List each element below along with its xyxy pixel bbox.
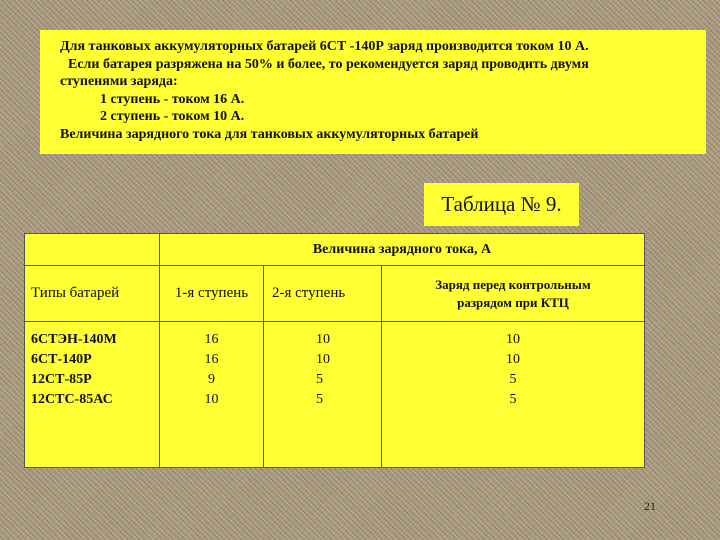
header-stage-1: 1-я ступень — [160, 266, 264, 322]
battery-name: 12СТ-85Р — [31, 372, 92, 387]
stage2-value: 5 — [316, 372, 323, 387]
header-ktc-line: разрядом при КТЦ — [457, 294, 569, 310]
table-empty-corner — [25, 234, 160, 266]
ktc-value: 5 — [509, 392, 517, 407]
intro-line: 1 ступень - током 16 А. — [100, 91, 245, 107]
intro-line: Если батарея разряжена на 50% и более, то рекомендуется заряд проводить двумя — [68, 56, 589, 72]
stage2-values-cell — [264, 322, 382, 468]
header-ktc — [382, 266, 645, 322]
stage2-value: 10 — [316, 332, 330, 347]
ktc-values-cell — [382, 322, 645, 468]
battery-names-cell — [25, 322, 160, 468]
group-header: Величина зарядного тока, А — [160, 234, 645, 266]
stage1-values-cell — [160, 322, 264, 468]
stage1-value: 10 — [204, 392, 219, 407]
ktc-value: 10 — [506, 332, 520, 347]
intro-text-box — [40, 30, 706, 154]
header-battery-types: Типы батарей — [25, 266, 160, 322]
intro-line: 2 ступень - током 10 А. — [100, 109, 245, 124]
battery-name: 12СТС-85АС — [31, 392, 113, 407]
ktc-value: 5 — [509, 372, 517, 387]
battery-name: 6СТ-140Р — [31, 352, 92, 367]
table-row — [25, 322, 645, 468]
charge-current-table — [24, 233, 645, 468]
stage1-value: 9 — [208, 372, 215, 387]
battery-name: 6СТЭН-140М — [31, 332, 117, 347]
intro-line: Величина зарядного тока для танковых аккумуляторных батарей — [60, 126, 479, 142]
header-ktc-line: Заряд перед контрольным — [435, 276, 591, 292]
stage2-value: 10 — [316, 352, 330, 367]
table-caption: Таблица № 9. — [424, 183, 579, 226]
stage2-value: 5 — [316, 392, 323, 407]
stage1-value: 16 — [204, 352, 219, 367]
page-number: 21 — [644, 499, 656, 513]
header-stage-2: 2-я ступень — [264, 266, 382, 322]
stage1-value: 16 — [204, 332, 219, 347]
ktc-value: 10 — [506, 352, 520, 367]
intro-line: ступенями заряда: — [60, 74, 178, 89]
intro-line: Для танковых аккумуляторных батарей 6СТ -140Р заряд производится током 10 А. — [60, 39, 589, 54]
